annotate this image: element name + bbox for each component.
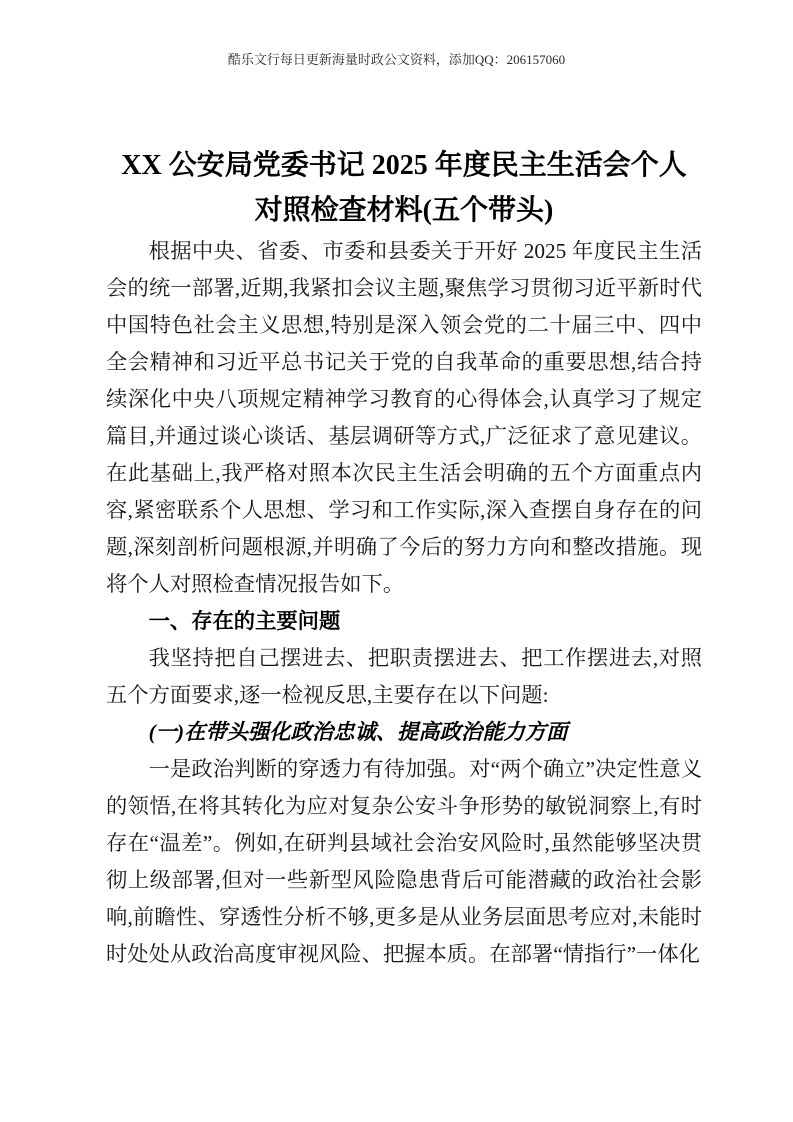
paragraph-intro: 根据中央、省委、市委和县委关于开好 2025 年度民主生活会的统一部署,近期,我紧扣会议主题,聚焦学习贯彻习近平新时代中国特色社会主义思想,特别是深入领会党的二十届三中、四中全会精神和习近平总书记关于党的自我革命的重要思想,结合持续深化中央八项规定精神学习教育的心得体会,认真学习了规定篇目,并通过谈心谈话、基层调研等方式,广泛征求了意见建议。在此基础上,我严格对照本次民主生活会明确的五个方面重点内容,紧密联系个人思想、学习和工作实际,深入查摆自身存在的问题,深刻剖析问题根源,并明确了今后的努力方向和整改措施。现将个人对照检查情况报告如下。 [106, 239, 702, 596]
paragraph-self-review: 我坚持把自己摆进去、把职责摆进去、把工作摆进去,对照五个方面要求,逐一检视反思,主要存在以下问题: [106, 646, 702, 707]
heading-political-loyalty: (一)在带头强化政治忠诚、提高政治能力方面 [148, 720, 568, 744]
paragraph-political-judgment: 一是政治判断的穿透力有待加强。对“两个确立”决定性意义的领悟,在将其转化为应对复杂公安斗争形势的敏锐洞察上,有时存在“温差”。例如,在研判县域社会治安风险时,虽然能够坚决贯彻上级部署,但对一些新型风险隐患背后可能潜藏的政治社会影响,前瞻性、穿透性分析不够,更多是从业务层面思考应对,未能时时处处从政治高度审视风险、把握本质。在部署“情指行”一体化 [106, 757, 702, 966]
document-title-line-1: XX 公安局党委书记 2025 年度民主生活会个人 [121, 150, 687, 181]
document-body [0, 233, 793, 973]
heading-main-problems: 一、存在的主要问题 [148, 609, 341, 633]
header-note: 酷乐文行每日更新海量时政公文资料，添加QQ：206157060 [227, 52, 566, 67]
document-title [106, 143, 702, 233]
document-title-line-2: 对照检查材料(五个带头) [254, 195, 554, 226]
